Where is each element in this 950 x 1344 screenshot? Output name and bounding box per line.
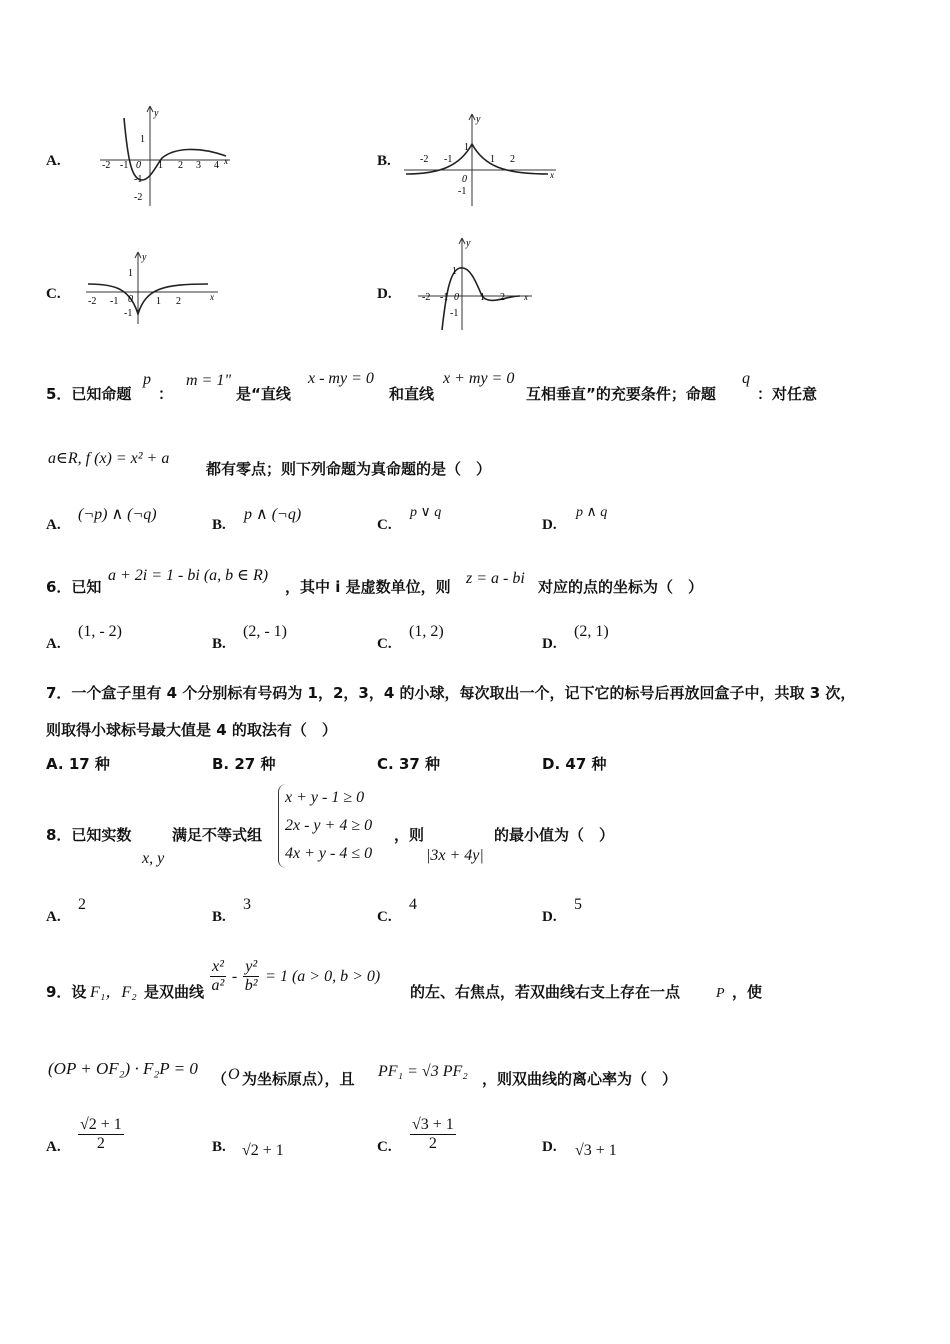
tick: 1 bbox=[464, 142, 469, 153]
tick: 0 bbox=[462, 174, 467, 185]
tick: 0 bbox=[128, 294, 133, 305]
q6-opt-b-label: B. bbox=[212, 636, 226, 652]
q5-line-b-text: 都有零点；则下列命题为真命题的是（ ） bbox=[206, 460, 492, 478]
tick: 1 bbox=[480, 292, 485, 303]
q9-t5: 为坐标原点），且 bbox=[242, 1070, 355, 1088]
q6-z: z = a - bi bbox=[466, 570, 525, 587]
q6-eq: a + 2i = 1 - bi (a, b ∈ R) bbox=[108, 567, 269, 584]
q6-opt-a: (1, - 2) bbox=[78, 623, 122, 640]
tick: -2 bbox=[134, 192, 143, 203]
q5-opt-b: p ∧ (¬q) bbox=[244, 506, 302, 523]
q8-xy: x, y bbox=[142, 850, 165, 867]
q6-opt-b: (2, - 1) bbox=[243, 623, 287, 640]
q5-q: q bbox=[742, 370, 750, 387]
q9-P: P bbox=[716, 986, 725, 1001]
q9-opt-b-label: B. bbox=[212, 1139, 226, 1155]
q5-opt-d: p ∧ q bbox=[576, 505, 608, 520]
tick: 2 bbox=[176, 296, 181, 307]
q7-line2: 则取得小球标号最大值是 4 的取法有（ ） bbox=[46, 721, 337, 739]
graph-label-c: C. bbox=[46, 286, 61, 302]
q6-num: 6．已知 bbox=[46, 578, 102, 596]
tick: -1 bbox=[458, 186, 467, 197]
q8-opt-a: 2 bbox=[78, 896, 86, 913]
q7-line1: 7．一个盒子里有 4 个分别标有号码为 1，2，3，4 的小球，每次取出一个，记下它的标号后再放回盒子中，共取 3 次， bbox=[46, 684, 856, 702]
tick: -1 bbox=[444, 154, 453, 165]
tick: 1 bbox=[156, 296, 161, 307]
q9-opt-a-label: A. bbox=[46, 1139, 61, 1155]
q9-t2: 的左、右焦点，若双曲线右支上存在一点 bbox=[410, 983, 681, 1001]
tick: -1 bbox=[124, 308, 133, 319]
q8-opt-d: 5 bbox=[574, 896, 582, 913]
q8-opt-b: 3 bbox=[243, 896, 251, 913]
q9-opt-c-label: C. bbox=[377, 1139, 392, 1155]
q5-line-b-math: a∈R, f (x) = x² + a bbox=[48, 450, 170, 467]
q7-opt-a: A. 17 种 bbox=[46, 755, 110, 773]
tick: -1 bbox=[134, 174, 143, 185]
q8-t3: 的最小值为（ ） bbox=[494, 826, 615, 844]
graph-b bbox=[400, 110, 560, 210]
q9-O: O bbox=[228, 1066, 240, 1083]
tick: 2 bbox=[510, 154, 515, 165]
q5-t3: 互相垂直”的充要条件；命题 bbox=[526, 385, 716, 403]
tick: 1 bbox=[158, 160, 163, 171]
q5-line2: x + my = 0 bbox=[443, 370, 515, 387]
q8-system: x + y - 1 ≥ 0 2x - y + 4 ≥ 0 4x + y - 4 ≤ 0 bbox=[278, 784, 372, 868]
q9-t6: ，则双曲线的离心率为（ ） bbox=[482, 1070, 678, 1088]
tick: -1 bbox=[440, 292, 449, 303]
tick: -2 bbox=[422, 292, 431, 303]
q5-opt-c: p ∨ q bbox=[410, 505, 442, 520]
q9-opt-d: √3 + 1 bbox=[575, 1142, 617, 1159]
tick: x bbox=[550, 170, 554, 180]
q8-opt-b-label: B. bbox=[212, 909, 226, 925]
q5-t1: 是“直线 bbox=[236, 385, 291, 403]
q5-line1: x - my = 0 bbox=[308, 370, 374, 387]
q8-opt-c-label: C. bbox=[377, 909, 392, 925]
tick: -2 bbox=[102, 160, 111, 171]
q7-opt-d: D. 47 种 bbox=[542, 755, 607, 773]
q6-opt-a-label: A. bbox=[46, 636, 61, 652]
q5-opt-a: (¬p) ∧ (¬q) bbox=[78, 506, 157, 523]
graph-label-b: B. bbox=[377, 153, 391, 169]
tick: 1 bbox=[128, 268, 133, 279]
q7-opt-b: B. 27 种 bbox=[212, 755, 276, 773]
q9-vec: (OP + OF₂) · F₂P = 0 bbox=[48, 1059, 198, 1078]
tick: 0 bbox=[454, 292, 459, 303]
q9-t3: ，使 bbox=[732, 983, 763, 1001]
graph-label-a: A. bbox=[46, 153, 61, 169]
q6-opt-c: (1, 2) bbox=[409, 623, 444, 640]
q6-opt-d: (2, 1) bbox=[574, 623, 609, 640]
q5-opt-a-label: A. bbox=[46, 517, 61, 533]
q9-num: 9．设 bbox=[46, 983, 87, 1001]
tick: -1 bbox=[450, 308, 459, 319]
q9-opt-a: $\frac{√2 + 1}{2}$ bbox=[80, 1116, 122, 1152]
tick: x bbox=[524, 292, 528, 302]
q9-opt-d-label: D. bbox=[542, 1139, 557, 1155]
tick: -2 bbox=[420, 154, 429, 165]
q5-opt-c-label: C. bbox=[377, 517, 392, 533]
tick: 1 bbox=[490, 154, 495, 165]
graph-a bbox=[98, 102, 238, 210]
graph-d bbox=[416, 234, 536, 334]
q8-num: 8．已知实数 bbox=[46, 826, 132, 844]
q5-opt-d-label: D. bbox=[542, 517, 557, 533]
q8-opt-a-label: A. bbox=[46, 909, 61, 925]
tick: 1 bbox=[140, 134, 145, 145]
tick: -2 bbox=[88, 296, 97, 307]
tick: 4 bbox=[214, 160, 219, 171]
graph-label-d: D. bbox=[377, 286, 392, 302]
q9-t4: （ bbox=[212, 1070, 228, 1088]
graph-c bbox=[84, 248, 224, 328]
q5-colon: ： bbox=[158, 385, 174, 403]
tick: x bbox=[224, 156, 228, 166]
q8-opt-c: 4 bbox=[409, 896, 417, 913]
tick: 1 bbox=[452, 266, 457, 277]
q5-num: 5．已知命题 bbox=[46, 385, 132, 403]
tick: y bbox=[154, 108, 159, 119]
q5-cond: m = 1" bbox=[186, 372, 232, 389]
q6-t2: 对应的点的坐标为（ ） bbox=[538, 578, 704, 596]
q9-foci: F₁，F₂ bbox=[90, 984, 137, 1001]
tick: y bbox=[142, 252, 147, 263]
q9-hyperbola: $\frac{\text{x²}}{\text{a²}}$ - $\frac{\text{y²}}{\text{b²}}$ = 1 (a > 0, b > 0) bbox=[211, 958, 381, 994]
q8-abs: |3x + 4y| bbox=[426, 847, 484, 864]
tick: -1 bbox=[120, 160, 129, 171]
q8-t1: 满足不等式组 bbox=[172, 826, 263, 844]
q5-t4: ：对任意 bbox=[757, 385, 818, 403]
q6-opt-d-label: D. bbox=[542, 636, 557, 652]
q5-p: p bbox=[143, 371, 151, 388]
tick: 2 bbox=[178, 160, 183, 171]
tick: x bbox=[210, 292, 214, 302]
tick: -1 bbox=[110, 296, 119, 307]
q8-t2: ，则 bbox=[394, 826, 425, 844]
q9-t1: 是双曲线 bbox=[144, 983, 205, 1001]
q6-opt-c-label: C. bbox=[377, 636, 392, 652]
q9-opt-b: √2 + 1 bbox=[242, 1142, 284, 1159]
q8-opt-d-label: D. bbox=[542, 909, 557, 925]
tick: 3 bbox=[196, 160, 201, 171]
q5-t2: 和直线 bbox=[389, 385, 435, 403]
tick: 0 bbox=[136, 160, 141, 171]
q9-opt-c: $\frac{√3 + 1}{2}$ bbox=[412, 1116, 454, 1152]
q9-rel: PF₁ = √3 PF₂ bbox=[378, 1063, 468, 1080]
q5-opt-b-label: B. bbox=[212, 517, 226, 533]
q6-t1: ，其中 i 是虚数单位，则 bbox=[285, 578, 451, 596]
tick: y bbox=[466, 238, 471, 249]
q7-opt-c: C. 37 种 bbox=[377, 755, 441, 773]
tick: 2 bbox=[500, 292, 505, 303]
tick: y bbox=[476, 114, 481, 125]
